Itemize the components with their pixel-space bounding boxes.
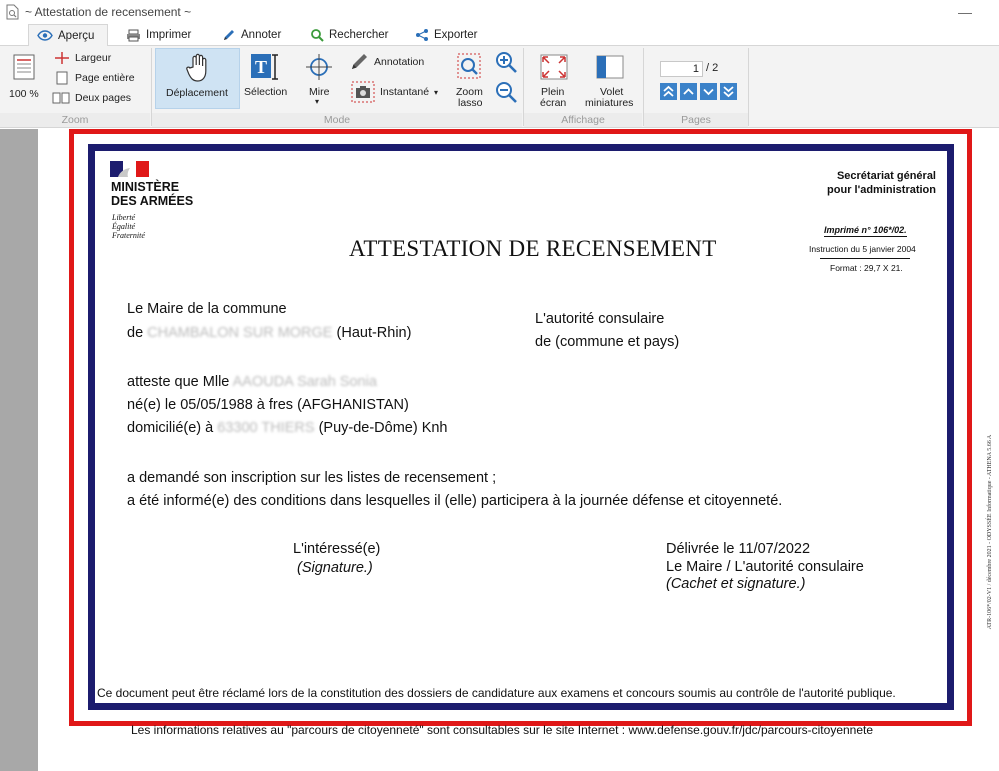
zoom-in-icon xyxy=(494,50,518,74)
footer-outside: Les informations relatives au "parcours de citoyenneté" sont consultables sur le site Internet : www.defense.gouv.fr/jdc/parcours-citoyennete xyxy=(131,723,874,737)
first-page-button[interactable] xyxy=(660,83,677,100)
zoom-out-button[interactable] xyxy=(494,80,518,104)
page-total-label: / 2 xyxy=(706,62,719,74)
consul-line-2: de (commune et pays) xyxy=(535,334,680,350)
minimize-button[interactable]: — xyxy=(958,4,972,20)
secretariat-line-1: Secrétariat général xyxy=(836,170,936,182)
maire-line-2 xyxy=(127,325,411,341)
mire-label: Mire xyxy=(309,86,330,98)
annotation-button[interactable] xyxy=(349,52,424,72)
signature-label: (Signature.) xyxy=(297,560,373,576)
domicile-line xyxy=(127,420,448,436)
double-chevron-down-icon xyxy=(720,83,737,100)
maire-prefix: de xyxy=(127,325,144,341)
side-reference-text: ATR-106*/02-V1 / décembre 2021 - ODYSSÉE Informatique - ATHENA 5.66 A xyxy=(987,434,993,630)
svg-text:T: T xyxy=(254,57,268,77)
zoom-lasso-icon xyxy=(456,52,484,82)
thumbnail-pane-icon xyxy=(596,55,624,79)
instantane-dropdown-icon: ▾ xyxy=(434,87,439,97)
window-title: ~ Attestation de recensement ~ xyxy=(25,5,192,19)
document-title: ATTESTATION DE RECENSEMENT xyxy=(349,236,717,261)
volet-label-1: Volet xyxy=(600,86,624,98)
text-select-icon xyxy=(250,53,280,81)
pages-group-caption: Pages xyxy=(644,113,748,127)
instruction-date: Instruction du 5 janvier 2004 xyxy=(809,244,916,254)
imprime-number: Imprimé n° 106*/02. xyxy=(824,225,907,235)
selection-label: Sélection xyxy=(244,86,288,98)
mire-button[interactable] xyxy=(294,48,344,109)
marianne-logo-icon xyxy=(110,161,150,177)
instantane-label: Instantané xyxy=(380,86,430,98)
pencil-icon xyxy=(349,52,369,72)
next-page-button[interactable] xyxy=(700,83,717,100)
page-100-icon xyxy=(13,54,35,80)
fit-width-icon xyxy=(54,51,70,65)
secretariat-line-2: pour l'administration xyxy=(827,184,936,196)
maire-commune: CHAMBALON SUR MORGE xyxy=(147,325,333,341)
crosshair-icon xyxy=(304,52,334,82)
selection-button[interactable] xyxy=(242,48,292,109)
footer-inside: Ce document peut être réclamé lors de la constitution des dossiers de candidature aux examens et concours soumis au contrôle de l'autorité publique. xyxy=(97,686,896,700)
informe-line: a été informé(e) des conditions dans lesquelles il (elle) participera à la journée défense et citoyenneté. xyxy=(127,493,783,509)
group-separator xyxy=(748,48,749,126)
plein-ecran-label-2: écran xyxy=(540,97,567,109)
zoom-group-caption: Zoom xyxy=(0,113,150,127)
maire-consul-label: Le Maire / L'autorité consulaire xyxy=(666,559,864,575)
pen-icon xyxy=(222,28,236,42)
zoom-largeur-button[interactable] xyxy=(54,51,111,65)
tab-label: Rechercher xyxy=(329,29,389,41)
title-bar xyxy=(0,0,999,24)
eye-icon xyxy=(37,30,53,41)
atteste-line xyxy=(127,374,377,390)
deplacement-label: Déplacement xyxy=(166,87,228,99)
document-search-icon xyxy=(6,4,19,20)
zoom-lasso-label-1: Zoom xyxy=(456,86,483,98)
tab-imprimer[interactable] xyxy=(118,24,199,46)
chevron-down-icon xyxy=(700,83,717,100)
delivree-date: Délivrée le 11/07/2022 xyxy=(666,541,811,557)
motto-egalite: Égalité xyxy=(112,222,136,231)
consul-line-1: L'autorité consulaire xyxy=(535,311,665,327)
tab-annoter[interactable] xyxy=(214,24,289,46)
tab-rechercher[interactable] xyxy=(302,24,396,46)
zoom-lasso-label-2: lasso xyxy=(458,97,483,109)
zoom-out-icon xyxy=(494,80,518,104)
zoom-100-button[interactable] xyxy=(4,50,44,102)
plein-ecran-label-1: Plein xyxy=(541,86,565,98)
share-icon xyxy=(415,28,429,42)
instantane-button[interactable] xyxy=(351,81,438,103)
maire-line-1: Le Maire de la commune xyxy=(127,301,287,317)
domicile-suffix: (Puy-de-Dôme) Knh xyxy=(318,420,448,436)
tab-exporter[interactable] xyxy=(407,24,485,46)
document-viewer[interactable] xyxy=(0,129,999,771)
zoom-lasso-button[interactable] xyxy=(450,48,490,109)
motto-fraternite: Fraternité xyxy=(112,231,145,240)
mire-dropdown-icon: ▾ xyxy=(315,97,320,106)
zoom-largeur-label: Largeur xyxy=(75,52,112,64)
atteste-name: AAOUDA Sarah Sonia xyxy=(232,374,377,390)
zoom-in-button[interactable] xyxy=(494,50,518,74)
zoom-page-entiere-button[interactable] xyxy=(54,71,135,85)
volet-miniatures-button[interactable] xyxy=(582,48,640,109)
last-page-button[interactable] xyxy=(720,83,737,100)
volet-label-2: miniatures xyxy=(585,97,634,109)
tab-label: Annoter xyxy=(241,29,282,41)
affichage-group-caption: Affichage xyxy=(524,113,642,127)
mode-group-caption: Mode xyxy=(152,113,522,127)
tab-apercu[interactable] xyxy=(28,24,108,47)
full-page-icon xyxy=(54,71,70,85)
chevron-up-icon xyxy=(680,83,697,100)
motto-liberte: Liberté xyxy=(112,213,136,222)
camera-icon xyxy=(351,81,375,103)
zoom-100-label: 100 % xyxy=(9,88,39,100)
page-current-value: 1 xyxy=(692,63,699,75)
two-pages-icon xyxy=(52,91,70,105)
hand-icon xyxy=(186,53,210,83)
zoom-page-entiere-label: Page entière xyxy=(75,72,135,84)
format-label: Format : 29,7 X 21. xyxy=(830,263,903,273)
maire-dept: (Haut-Rhin) xyxy=(336,325,412,341)
page-number-input[interactable] xyxy=(660,61,703,77)
zoom-deux-pages-button[interactable] xyxy=(52,91,131,105)
double-chevron-up-icon xyxy=(660,83,677,100)
viewer-left-gutter xyxy=(0,129,38,771)
interesse-label: L'intéressé(e) xyxy=(293,541,381,557)
demande-line: a demandé son inscription sur les listes de recensement ; xyxy=(127,470,497,486)
tab-label: Aperçu xyxy=(58,29,95,42)
cachet-label: (Cachet et signature.) xyxy=(666,576,806,592)
domicile-prefix: domicilié(e) à xyxy=(127,420,214,436)
deplacement-button[interactable] xyxy=(155,48,240,109)
previous-page-button[interactable] xyxy=(680,83,697,100)
logo-line-1: MINISTÈRE xyxy=(111,180,180,194)
naissance-line: né(e) le 05/05/1988 à fres (AFGHANISTAN) xyxy=(127,397,409,413)
domicile-place: 63300 THIERS xyxy=(217,420,315,436)
printer-icon xyxy=(126,29,141,42)
logo-line-2: DES ARMÉES xyxy=(111,194,194,208)
annotation-label: Annotation xyxy=(374,56,425,68)
atteste-prefix: atteste que Mlle xyxy=(127,374,230,390)
tab-label: Imprimer xyxy=(146,29,192,41)
plein-ecran-button[interactable] xyxy=(532,48,576,109)
fullscreen-icon xyxy=(540,54,568,80)
ribbon-tabs xyxy=(0,24,999,46)
header-rule xyxy=(820,258,910,259)
tab-label: Exporter xyxy=(434,29,478,41)
zoom-deux-pages-label: Deux pages xyxy=(75,92,132,104)
search-icon xyxy=(310,28,324,42)
ribbon xyxy=(0,46,999,128)
